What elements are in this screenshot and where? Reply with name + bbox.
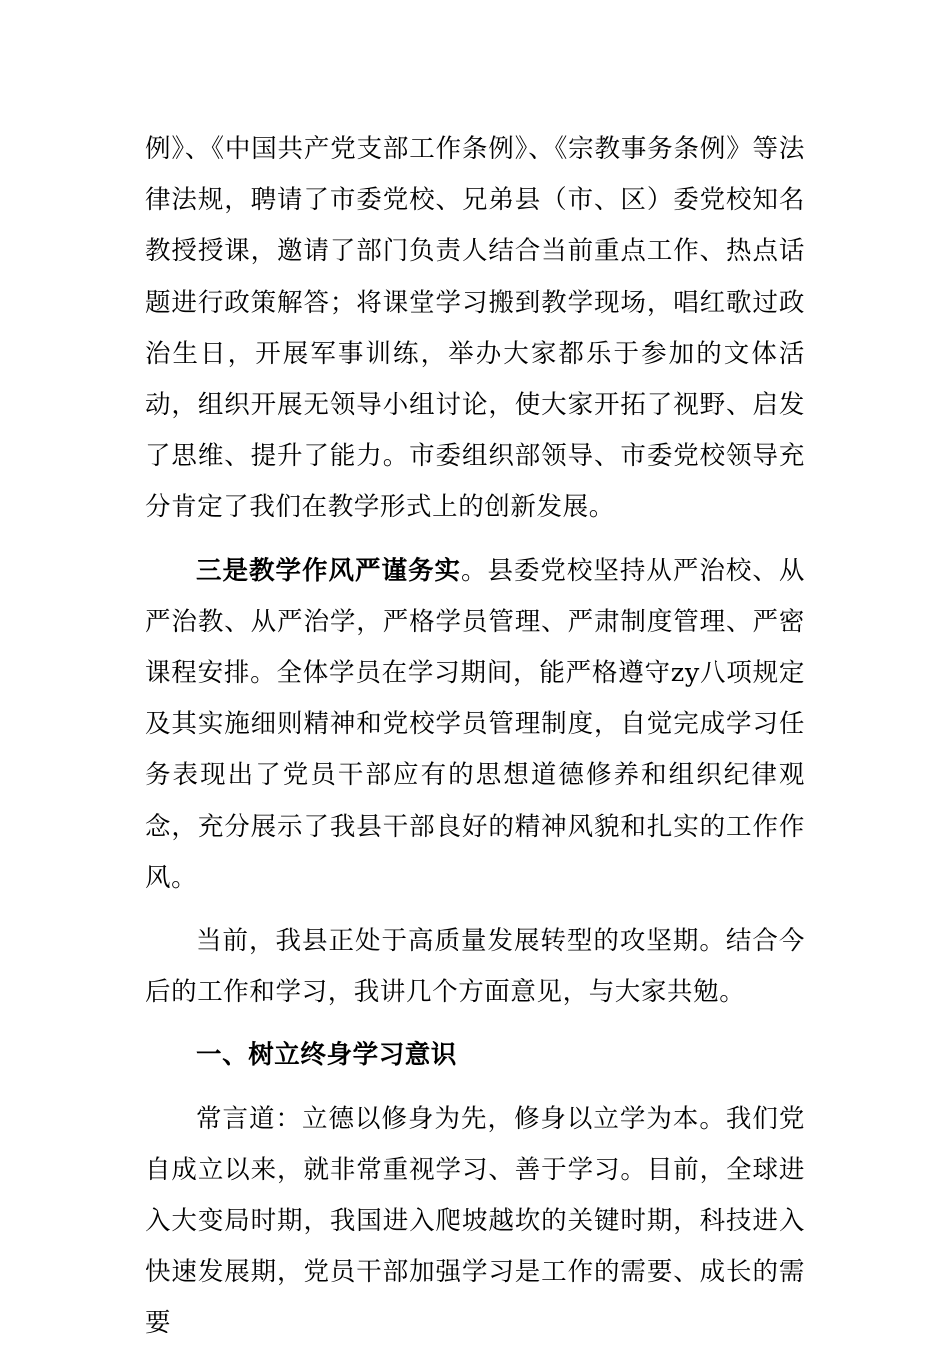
paragraph-continued: 例》、《中国共产党支部工作条例》、《宗教事务条例》等法律法规，聘请了市委党校、兄弟县（市、区）委党校知名教授授课，邀请了部门负责人结合当前重点工作、热点话题进行政策解答；将课堂学习搬到教学现场，唱红歌过政治生日，开展军事训练，举办大家都乐于参加的文体活动，组织开展无领导小组讨论，使大家开拓了视野、启发了思维、提升了能力。市委组织部领导、市委党校领导充分肯定了我们在教学形式上的创新发展。 (145, 134, 805, 523)
paragraph-gap (145, 904, 805, 916)
paragraph-lead-bold: 三是教学作风严谨务实 (196, 555, 461, 586)
paragraph-gap (145, 534, 805, 546)
paragraph-current-situation: 当前，我县正处于高质量发展转型的攻坚期。结合今后的工作和学习，我讲几个方面意见，与大家共勉。 (145, 926, 805, 1008)
paragraph-gap (145, 1082, 805, 1094)
section-heading: 一、树立终身学习意识 (196, 1040, 458, 1071)
paragraph-lifelong-learning: 常言道：立德以修身为先，修身以立学为本。我们党自成立以来，就非常重视学习、善于学习。目前，全球进入大变局时期，我国进入爬坡越坎的关键时期，科技进入快速发展期，党员干部加强学习是工作的需要、成长的需要 (145, 1103, 805, 1339)
document-page (145, 124, 805, 1350)
paragraph-teaching-style (145, 546, 805, 904)
paragraph-body: 。县委党校坚持从严治校、从严治教、从严治学，严格学员管理、严肃制度管理、严密课程安排。全体学员在学习期间，能严格遵守zy八项规定及其实施细则精神和党校学员管理制度，自觉完成学习任务表现出了党员干部应有的思想道德修养和组织纪律观念，充分展示了我县干部良好的精神风貌和扎实的工作作风。 (145, 555, 805, 893)
paragraph-gap (145, 1018, 805, 1030)
